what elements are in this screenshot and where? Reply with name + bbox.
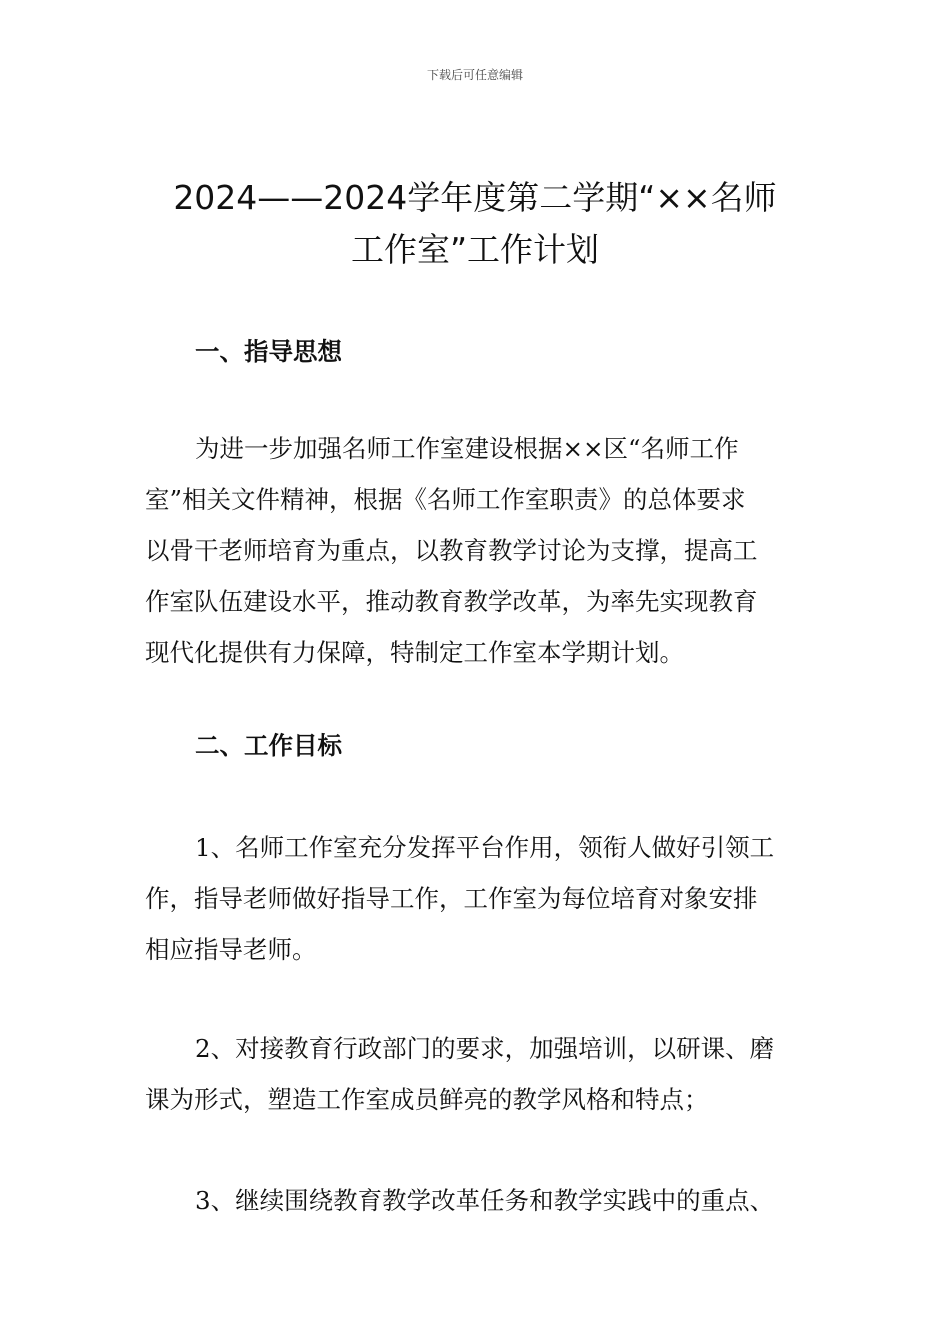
paragraph-line: 室”相关文件精神，根据《名师工作室职责》的总体要求 xyxy=(145,485,746,514)
title-line-2: 工作室”工作计划 xyxy=(350,230,600,269)
title-line-1: 2024——2024学年度第二学期“××名师 xyxy=(173,178,777,217)
section-heading-work-goals: 二、工作目标 xyxy=(195,731,342,760)
goal-item-1 xyxy=(145,822,807,975)
goal-item-3 xyxy=(145,1175,807,1226)
paragraph-line: 作室队伍建设水平，推动教育教学改革，为率先实现教育 xyxy=(145,587,758,616)
paragraph-guiding-thought xyxy=(145,423,807,678)
paragraph-line: 作，指导老师做好指导工作，工作室为每位培育对象安排 xyxy=(145,884,758,913)
paragraph-line: 2、对接教育行政部门的要求，加强培训，以研课、磨 xyxy=(195,1034,775,1063)
paragraph-line: 课为形式，塑造工作室成员鲜亮的教学风格和特点； xyxy=(145,1085,709,1114)
goal-item-2 xyxy=(145,1023,807,1125)
paragraph-line: 以骨干老师培育为重点，以教育教学讨论为支撑，提高工 xyxy=(145,536,758,565)
paragraph-line: 为进一步加强名师工作室建设根据××区“名师工作 xyxy=(195,434,739,463)
header-note: 下载后可任意编辑 xyxy=(426,68,523,82)
section-heading-guiding-thought: 一、指导思想 xyxy=(195,337,342,366)
paragraph-line: 相应指导老师。 xyxy=(145,935,317,964)
document-title xyxy=(120,172,830,276)
paragraph-line: 现代化提供有力保障，特制定工作室本学期计划。 xyxy=(145,638,684,667)
paragraph-line: 3、继续围绕教育教学改革任务和教学实践中的重点、 xyxy=(195,1186,775,1215)
paragraph-line: 1、名师工作室充分发挥平台作用，领衔人做好引领工 xyxy=(195,833,775,862)
